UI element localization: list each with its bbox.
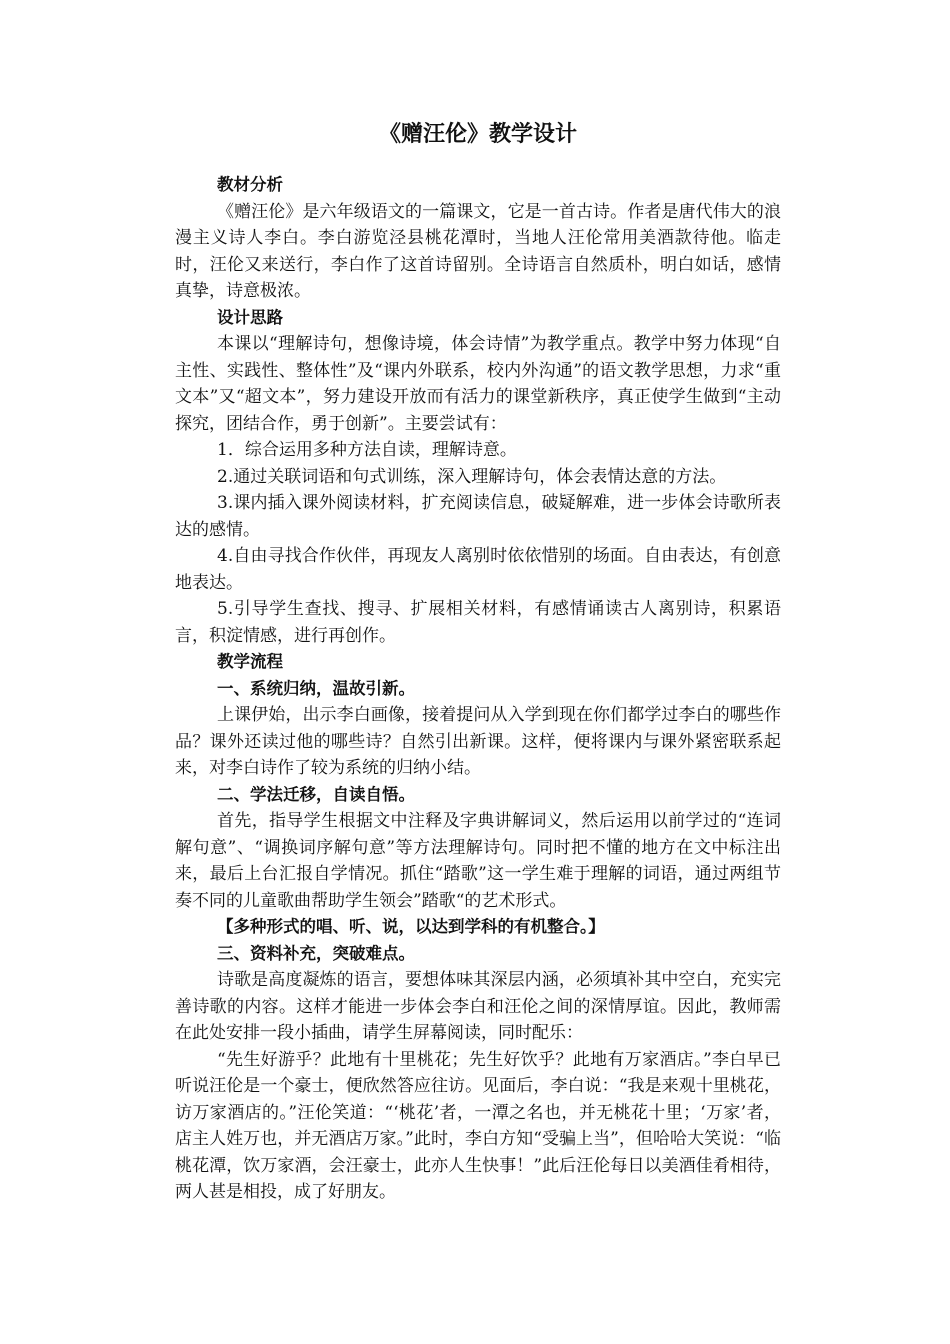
design-item-3: 3.课内插入课外阅读材料，扩充阅读信息，破疑解难，进一步体会诗歌所表达的感情。	[175, 493, 781, 540]
section-heading-analysis: 教材分析	[217, 175, 283, 194]
document-title: 《赠汪伦》教学设计	[378, 122, 577, 147]
paragraph-step-3: 诗歌是高度凝炼的语言，要想体味其深层内涵，必须填补其中空白，充实完善诗歌的内容。这样才能进一步体会李白和汪伦之间的深情厚谊。因此，教师需在此处安排一段小插曲，请学生屏幕阅读，同时配乐：	[175, 970, 781, 1043]
paragraph-step-1: 上课伊始，出示李白画像，接着提问从入学到现在你们都学过李白的哪些作品？课外还读过他的哪些诗？自然引出新课。这样，便将课内与课外紧密联系起来，对李白诗作了较为系统的归纳小结。	[175, 705, 781, 778]
design-item-5: 5.引导学生查找、搜寻、扩展相关材料，有感情诵读古人离别诗，积累语言，积淀情感，进行再创作。	[175, 599, 781, 646]
step-2-note: 【多种形式的唱、听、说，以达到学科的有机整合。】	[217, 917, 605, 936]
document-page	[175, 120, 781, 1206]
paragraph-step-3-story: “先生好游乎？此地有十里桃花；先生好饮乎？此地有万家酒店。”李白早已听说汪伦是一个豪士，便欣然答应往访。见面后，李白说：“我是来观十里桃花，访万家酒店的。”汪伦笑道：“‘桃花’者，一潭之名也，并无桃花十里；‘万家’者，店主人姓万也，并无酒店万家。”此时，李白方知“受骗上当”，但哈哈大笑说：“临桃花潭，饮万家酒，会汪豪士，此亦人生快事！”此后汪伦每日以美酒佳肴相待，两人甚是相投，成了好朋友。	[175, 1049, 781, 1202]
design-item-1: 1．综合运用多种方法自读，理解诗意。	[217, 440, 517, 460]
section-heading-process: 教学流程	[217, 652, 283, 671]
step-heading-1: 一、系统归纳，温故引新。	[217, 678, 415, 698]
step-heading-2: 二、学法迁移，自读自悟。	[217, 784, 415, 804]
paragraph-analysis: 《赠汪伦》是六年级语文的一篇课文，它是一首古诗。作者是唐代伟大的浪漫主义诗人李白。李白游览泾县桃花潭时，当地人汪伦常用美酒款待他。临走时，汪伦又来送行，李白作了这首诗留别。全诗语言自然质朴，明白如话，感情真挚，诗意极浓。	[175, 201, 781, 301]
step-heading-3: 三、资料补充，突破难点。	[217, 943, 415, 963]
section-heading-design: 设计思路	[217, 307, 283, 327]
paragraph-design: 本课以“理解诗句，想像诗境，体会诗情”为教学重点。教学中努力体现“自主性、实践性、整体性”及“课内外联系，校内外沟通”的语文教学思想，力求“重文本”又“超文本”，努力建设开放而有活力的课堂新秩序，真正使学生做到“主动探究，团结合作，勇于创新”。主要尝试有：	[175, 334, 781, 434]
design-item-2: 2.通过关联词语和句式训练，深入理解诗句，体会表情达意的方法。	[217, 466, 727, 487]
paragraph-step-2: 首先，指导学生根据文中注释及字典讲解词义，然后运用以前学过的“连词解句意”、“调换词序解句意”等方法理解诗句。同时把不懂的地方在文中标注出来，最后上台汇报自学情况。抓住“踏歌”这一学生难于理解的词语，通过两组节奏不同的儿童歌曲帮助学生领会”踏歌“的艺术形式。	[175, 811, 781, 911]
design-item-4: 4.自由寻找合作伙伴，再现友人离别时依依惜别的场面。自由表达，有创意地表达。	[175, 546, 781, 593]
